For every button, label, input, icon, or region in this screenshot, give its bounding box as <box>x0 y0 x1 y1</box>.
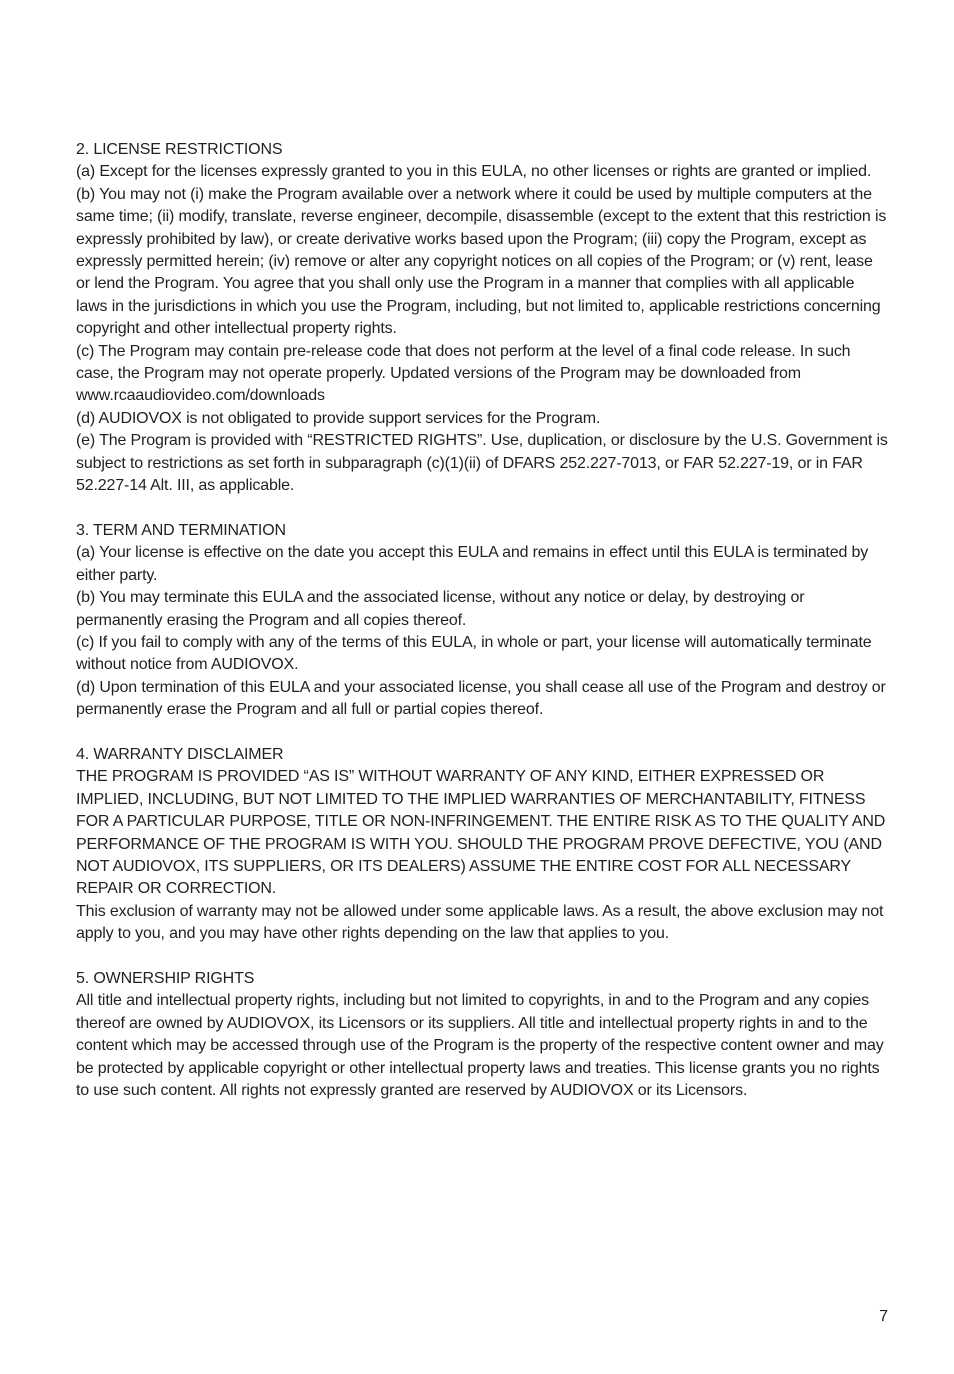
section-heading: 4. WARRANTY DISCLAIMER <box>76 745 284 763</box>
section-heading: 2. LICENSE RESTRICTIONS <box>76 141 283 158</box>
paragraph: This exclusion of warranty may not be allowed under some applicable laws. As a result, the above exclusion may not apply to you, and you may have other rights depending on the law that applies to you. <box>76 902 884 943</box>
paragraph: (d) AUDIOVOX is not obligated to provide support services for the Program. <box>76 409 601 427</box>
page-number: 7 <box>879 1308 888 1325</box>
paragraph: (c) The Program may contain pre-release code that does not perform at the level of a final code release. In such case, the Program may not operate properly. Updated versions of the Program may be downloaded from www.rcaaudiovideo.com/downloads <box>76 342 851 405</box>
section-heading: 3. TERM AND TERMINATION <box>76 521 286 539</box>
paragraph: All title and intellectual property rights, including but not limited to copyrights, in and to the Program and any copies thereof are owned by AUDIOVOX, its Licensors or its suppliers. All title and intellectual property rights in and to the content which may be accessed through use of the Program is the property of the respective content owner and may be protected by applicable copyright or other intellectual property laws and treaties. This license grants you no rights to use such content. All rights not expressly granted are reserved by AUDIOVOX or its Licensors. <box>76 992 884 1100</box>
section-heading: 5. OWNERSHIP RIGHTS <box>76 969 255 987</box>
paragraph: THE PROGRAM IS PROVIDED “AS IS” WITHOUT WARRANTY OF ANY KIND, EITHER EXPRESSED OR IMPLIED, INCLUDING, BUT NOT LIMITED TO THE IMPLIED WARRANTIES OF MERCHANTABILITY, FITNESS FOR A PARTICULAR PURPOSE, TITLE OR NON-INFRINGEMENT. THE ENTIRE RISK AS TO THE QUALITY AND PERFORMANCE OF THE PROGRAM IS WITH YOU. SHOULD THE PROGRAM PROVE DEFECTIVE, YOU (AND NOT AUDIOVOX, ITS SUPPLIERS, OR ITS DEALERS) ASSUME THE ENTIRE COST FOR ALL NECESSARY REPAIR OR CORRECTION. <box>76 768 886 898</box>
section-term-and-termination <box>76 520 888 722</box>
paragraph: (c) If you fail to comply with any of the terms of this EULA, in whole or part, your license will automatically terminate without notice from AUDIOVOX. <box>76 633 872 674</box>
paragraph: (b) You may not (i) make the Program available over a network where it could be used by multiple computers at the same time; (ii) modify, translate, reverse engineer, decompile, disassemble (except to the extent that this restriction is expressly prohibited by law), or create derivative works based upon the Program; (iii) copy the Program, except as expressly permitted herein; (iv) remove or alter any copyright notices on all copies of the Program; or (v) rent, lease or lend the Program. You agree that you shall only use the Program in a manner that complies with all applicable laws in the jurisdictions in which you use the Program, including, but not limited to, applicable restrictions concerning copyright and other intellectual property rights. <box>76 185 887 338</box>
section-license-restrictions <box>76 139 888 498</box>
paragraph: (e) The Program is provided with “RESTRICTED RIGHTS”. Use, duplication, or disclosure by the U.S. Government is subject to restrictions as set forth in subparagraph (c)(1)(ii) of DFARS 252.227-7013, or FAR 52.227-19, or in FAR 52.227-14 Alt. III, as applicable. <box>76 432 888 495</box>
paragraph: (a) Your license is effective on the date you accept this EULA and remains in effect until this EULA is terminated by either party. <box>76 544 869 584</box>
paragraph: (b) You may terminate this EULA and the associated license, without any notice or delay, by destroying or permanently erasing the Program and all copies thereof. <box>76 589 805 629</box>
document-body <box>76 139 888 1125</box>
paragraph: (d) Upon termination of this EULA and your associated license, you shall cease all use of the Program and destroy or permanently erase the Program and all full or partial copies thereof. <box>76 678 886 719</box>
paragraph: (a) Except for the licenses expressly granted to you in this EULA, no other licenses or rights are granted or implied. <box>76 163 872 181</box>
section-warranty-disclaimer <box>76 744 888 946</box>
section-ownership-rights <box>76 968 888 1102</box>
